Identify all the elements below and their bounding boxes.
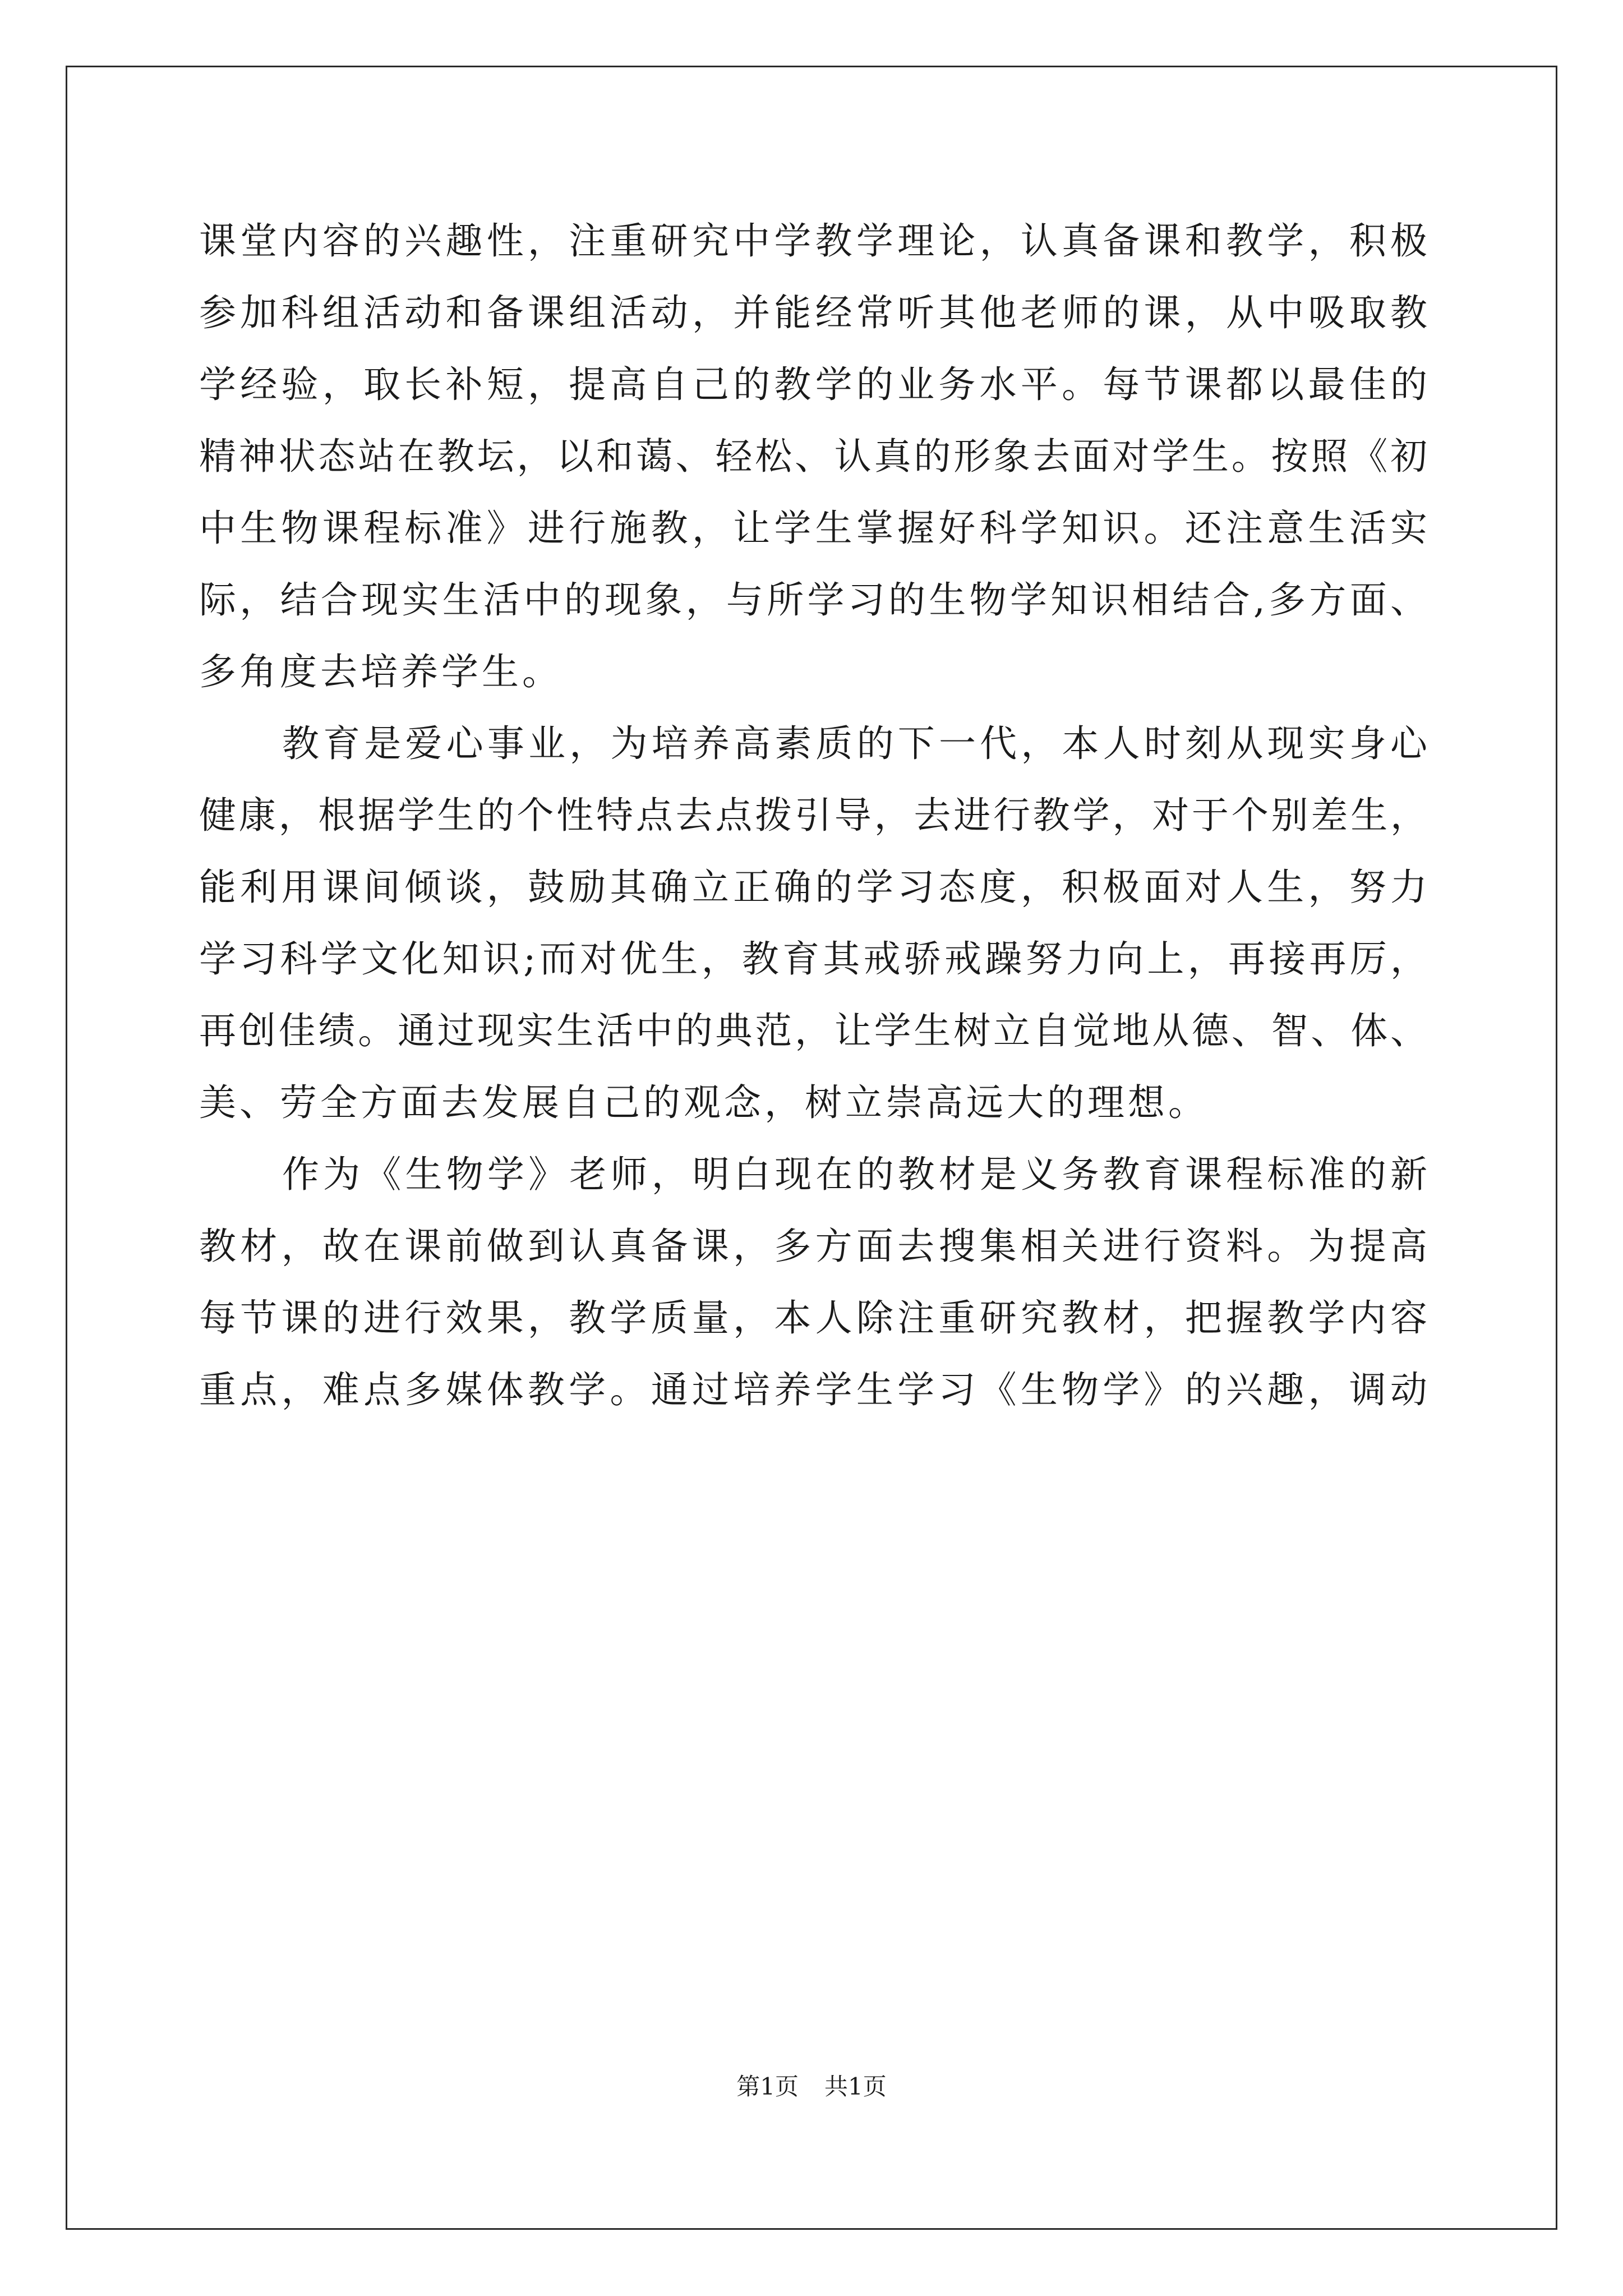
- text-line: 参加科组活动和备课组活动，并能经常听其他老师的课，从中吸取教: [199, 291, 1427, 334]
- text-line: 精神状态站在教坛，以和蔼、轻松、认真的形象去面对学生。按照《初: [199, 435, 1427, 478]
- page-number: 第1页: [736, 2073, 799, 2100]
- text-line: 中生物课程标准》进行施教，让学生掌握好科学知识。还注意生活实: [199, 507, 1427, 550]
- text-line: 健康，根据学生的个性特点去点拨引导，去进行教学，对于个别差生，: [199, 794, 1427, 837]
- text-line: 多角度去培养学生。: [199, 650, 562, 693]
- text-line: 能利用课间倾谈，鼓励其确立正确的学习态度，积极面对人生，努力: [199, 866, 1427, 909]
- text-line: 教材，故在课前做到认真备课，多方面去搜集相关进行资料。为提高: [199, 1225, 1427, 1268]
- paragraph-first-line: 教育是爱心事业，为培养高素质的下一代，本人时刻从现实身心: [282, 722, 1427, 765]
- text-line: 学习科学文化知识;而对优生，教育其戒骄戒躁努力向上，再接再厉，: [199, 937, 1427, 981]
- page-total: 共1页: [824, 2073, 887, 2100]
- text-line: 课堂内容的兴趣性，注重研究中学教学理论，认真备课和教学，积极: [199, 219, 1427, 263]
- text-line: 重点，难点多媒体教学。通过培养学生学习《生物学》的兴趣，调动: [199, 1368, 1427, 1411]
- text-line: 美、劳全方面去发展自己的观念，树立崇高远大的理想。: [199, 1081, 1209, 1124]
- page-footer: [0, 2070, 1623, 2104]
- text-line: 学经验，取长补短，提高自己的教学的业务水平。每节课都以最佳的: [199, 363, 1427, 406]
- text-line: 再创佳绩。通过现实生活中的典范，让学生树立自觉地从德、智、体、: [199, 1009, 1427, 1052]
- paragraph-first-line: 作为《生物学》老师，明白现在的教材是义务教育课程标准的新: [282, 1153, 1427, 1196]
- text-line: 每节课的进行效果，教学质量，本人除注重研究教材，把握教学内容: [199, 1296, 1427, 1340]
- text-line: 际，结合现实生活中的现象，与所学习的生物学知识相结合,多方面、: [199, 578, 1427, 622]
